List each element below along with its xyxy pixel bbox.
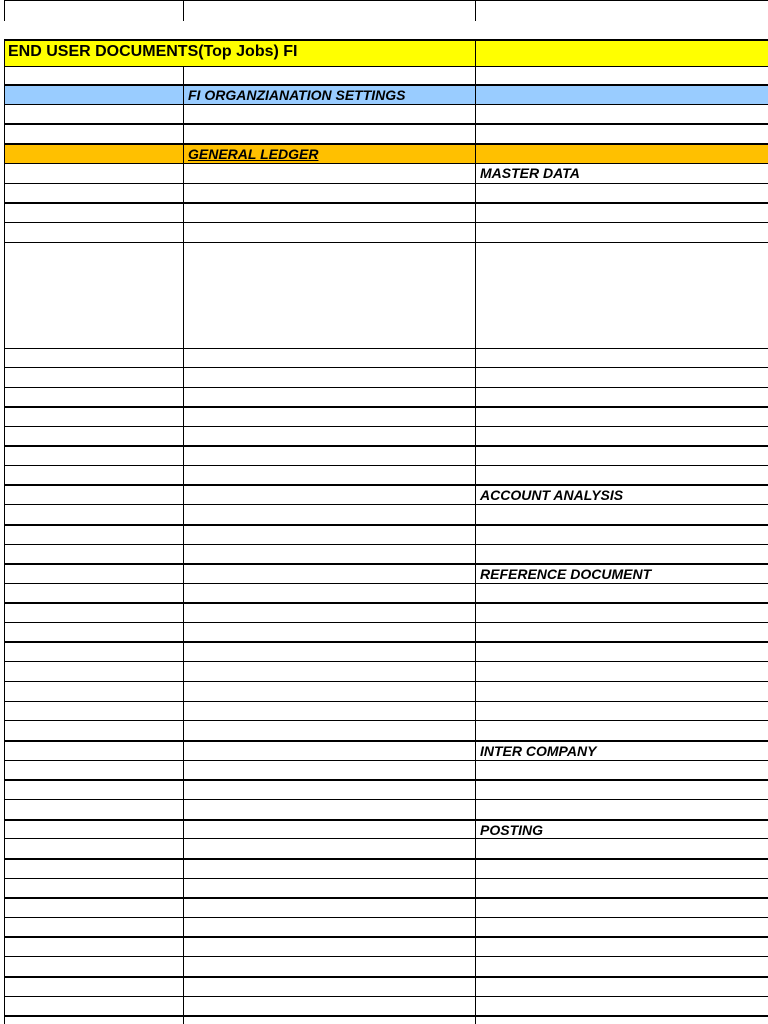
sheet-cell[interactable]: [4, 956, 184, 976]
inter-company-label: INTER COMPANY: [480, 743, 597, 759]
sheet-cell[interactable]: [475, 202, 768, 222]
sheet-cell[interactable]: [4, 661, 184, 681]
sheet-cell[interactable]: [475, 367, 768, 387]
sheet-cell[interactable]: [475, 622, 768, 642]
sheet-cell[interactable]: [475, 779, 768, 799]
sheet-cell[interactable]: [4, 641, 184, 661]
sheet-cell[interactable]: [475, 897, 768, 917]
sheet-cell[interactable]: [183, 760, 476, 780]
sheet-cell[interactable]: [183, 524, 476, 544]
sheet-row: [0, 104, 768, 124]
sheet-cell[interactable]: [475, 348, 768, 368]
sheet-cell[interactable]: [4, 104, 184, 124]
sheet-cell[interactable]: [475, 641, 768, 661]
sheet-cell[interactable]: [183, 779, 476, 799]
sheet-cell[interactable]: [475, 838, 768, 858]
sheet-cell[interactable]: [4, 544, 184, 564]
sheet-cell[interactable]: [475, 524, 768, 544]
sheet-cell[interactable]: [4, 1015, 184, 1024]
sheet-cell[interactable]: [475, 504, 768, 524]
sheet-cell[interactable]: [475, 917, 768, 937]
sheet-cell[interactable]: [4, 348, 184, 368]
sheet-cell[interactable]: [183, 426, 476, 446]
sheet-row: [0, 387, 768, 407]
posting-cell[interactable]: [475, 819, 768, 839]
sheet-cell[interactable]: [183, 563, 476, 583]
sheet-cell[interactable]: [4, 504, 184, 524]
sheet-row: [0, 897, 768, 917]
sheet-cell[interactable]: [475, 544, 768, 564]
sheet-cell[interactable]: [183, 897, 476, 917]
sheet-cell[interactable]: [4, 123, 184, 143]
sheet-row: [0, 583, 768, 603]
sheet-cell[interactable]: [4, 66, 184, 84]
account-analysis-label: ACCOUNT ANALYSIS: [480, 487, 624, 503]
inter-company-cell[interactable]: [475, 740, 768, 760]
sheet-row: [0, 504, 768, 524]
sheet-cell[interactable]: [183, 838, 476, 858]
sheet-cell[interactable]: [183, 917, 476, 937]
sheet-cell[interactable]: [475, 143, 768, 163]
sheet-cell[interactable]: [4, 143, 184, 163]
reference-document-cell[interactable]: [475, 563, 768, 583]
sheet-row: [0, 701, 768, 721]
sheet-row: [0, 976, 768, 996]
title-row: [0, 39, 768, 66]
sheet-cell[interactable]: [4, 222, 184, 242]
org-settings-cell[interactable]: [183, 84, 476, 104]
sheet-cell[interactable]: [475, 39, 768, 66]
general-ledger-row: [0, 143, 768, 163]
sheet-cell[interactable]: [4, 622, 184, 642]
sheet-cell[interactable]: [4, 602, 184, 622]
sheet-cell[interactable]: [183, 484, 476, 504]
sheet-cell[interactable]: [4, 917, 184, 937]
sheet-cell[interactable]: [475, 681, 768, 701]
sheet-row: [0, 917, 768, 937]
sheet-row: [0, 641, 768, 661]
sheet-row: [0, 348, 768, 368]
sheet-row: [0, 367, 768, 387]
sheet-cell[interactable]: [4, 406, 184, 426]
org-settings-row: [0, 84, 768, 104]
sheet-row: [0, 819, 768, 839]
sheet-cell[interactable]: [4, 465, 184, 485]
sheet-row: [0, 956, 768, 976]
sheet-cell[interactable]: [183, 681, 476, 701]
posting-label: POSTING: [480, 822, 544, 838]
sheet-cell[interactable]: [183, 387, 476, 407]
sheet-row: [0, 242, 768, 348]
sheet-cell[interactable]: [4, 838, 184, 858]
sheet-cell[interactable]: [183, 641, 476, 661]
sheet-row: [0, 740, 768, 760]
sheet-cell[interactable]: [183, 406, 476, 426]
master-data-label: MASTER DATA: [480, 165, 580, 181]
sheet-cell[interactable]: [475, 956, 768, 976]
org-settings-label: FI ORGANZIANATION SETTINGS: [188, 87, 406, 103]
sheet-row: [0, 66, 768, 84]
title-cell[interactable]: [4, 39, 476, 66]
sheet-cell[interactable]: [4, 183, 184, 203]
sheet-cell[interactable]: [4, 202, 184, 222]
sheet-cell[interactable]: [4, 760, 184, 780]
sheet-cell[interactable]: [183, 602, 476, 622]
sheet-cell[interactable]: [4, 484, 184, 504]
sheet-cell[interactable]: [475, 878, 768, 898]
sheet-cell[interactable]: [475, 66, 768, 84]
sheet-cell[interactable]: [4, 445, 184, 465]
sheet-row: [0, 936, 768, 956]
sheet-cell[interactable]: [183, 701, 476, 721]
sheet-cell[interactable]: [4, 367, 184, 387]
sheet-row: [0, 622, 768, 642]
sheet-cell[interactable]: [183, 465, 476, 485]
sheet-cell[interactable]: [475, 387, 768, 407]
sheet-cell[interactable]: [183, 740, 476, 760]
sheet-cell[interactable]: [183, 720, 476, 740]
sheet-cell[interactable]: [4, 740, 184, 760]
sheet-cell[interactable]: [475, 858, 768, 878]
sheet-cell[interactable]: [475, 123, 768, 143]
sheet-row: [0, 681, 768, 701]
sheet-cell[interactable]: [4, 0, 184, 21]
sheet-cell[interactable]: [4, 583, 184, 603]
general-ledger-cell[interactable]: [183, 143, 476, 163]
sheet-cell[interactable]: [4, 858, 184, 878]
sheet-cell[interactable]: [183, 104, 476, 124]
sheet-row: [0, 878, 768, 898]
sheet-cell[interactable]: [4, 701, 184, 721]
sheet-row: [0, 524, 768, 544]
sheet-row: [0, 484, 768, 504]
sheet-cell[interactable]: [475, 799, 768, 819]
sheet-row: [0, 858, 768, 878]
sheet-row: [0, 183, 768, 203]
sheet-row: [0, 602, 768, 622]
sheet-cell[interactable]: [475, 936, 768, 956]
sheet-cell[interactable]: [183, 878, 476, 898]
sheet-row: [0, 996, 768, 1016]
sheet-row: [0, 406, 768, 426]
sheet-row: [0, 426, 768, 446]
sheet-row: [0, 838, 768, 858]
sheet-cell[interactable]: [183, 622, 476, 642]
sheet-cell[interactable]: [475, 661, 768, 681]
sheet-cell[interactable]: [475, 183, 768, 203]
sheet-cell[interactable]: [183, 504, 476, 524]
sheet-cell[interactable]: [475, 406, 768, 426]
sheet-cell[interactable]: [475, 104, 768, 124]
sheet-cell[interactable]: [183, 956, 476, 976]
sheet-cell[interactable]: [475, 242, 768, 348]
sheet-row: [0, 799, 768, 819]
sheet-cell[interactable]: [183, 799, 476, 819]
sheet-cell[interactable]: [4, 878, 184, 898]
sheet-cell[interactable]: [183, 367, 476, 387]
sheet-cell[interactable]: [475, 976, 768, 996]
sheet-cell[interactable]: [4, 779, 184, 799]
sheet-cell[interactable]: [4, 524, 184, 544]
reference-document-label: REFERENCE DOCUMENT: [480, 566, 652, 582]
sheet-row: [0, 544, 768, 564]
sheet-row: [0, 0, 768, 21]
sheet-cell[interactable]: [4, 799, 184, 819]
sheet-cell[interactable]: [183, 583, 476, 603]
sheet-row: [0, 163, 768, 183]
sheet-cell[interactable]: [183, 544, 476, 564]
sheet-row: [0, 222, 768, 242]
sheet-cell[interactable]: [4, 84, 184, 104]
sheet-cell[interactable]: [475, 445, 768, 465]
sheet-cell[interactable]: [183, 976, 476, 996]
sheet-row: [0, 779, 768, 799]
sheet-cell[interactable]: [475, 84, 768, 104]
sheet-row: [0, 661, 768, 681]
sheet-cell[interactable]: [4, 242, 184, 348]
sheet-cell[interactable]: [183, 163, 476, 183]
sheet-cell[interactable]: [475, 426, 768, 446]
sheet-cell[interactable]: [183, 0, 476, 21]
general-ledger-label: GENERAL LEDGER: [188, 146, 319, 162]
document-title: END USER DOCUMENTS(Top Jobs) FI: [8, 43, 298, 60]
sheet-cell[interactable]: [183, 222, 476, 242]
sheet-cell[interactable]: [4, 936, 184, 956]
sheet-cell[interactable]: [183, 242, 476, 348]
sheet-cell[interactable]: [4, 563, 184, 583]
sheet-row: [0, 123, 768, 143]
sheet-row: [0, 1015, 768, 1024]
sheet-row: [0, 445, 768, 465]
sheet-cell[interactable]: [475, 720, 768, 740]
sheet-cell[interactable]: [183, 1015, 476, 1024]
master-data-cell[interactable]: [475, 163, 768, 183]
sheet-cell[interactable]: [475, 760, 768, 780]
sheet-cell[interactable]: [4, 720, 184, 740]
sheet-cell[interactable]: [475, 1015, 768, 1024]
sheet-cell[interactable]: [183, 202, 476, 222]
sheet-cell[interactable]: [183, 936, 476, 956]
sheet-cell[interactable]: [183, 858, 476, 878]
sheet-cell[interactable]: [475, 583, 768, 603]
sheet-cell[interactable]: [4, 976, 184, 996]
sheet-cell[interactable]: [183, 819, 476, 839]
sheet-cell[interactable]: [4, 897, 184, 917]
sheet-cell[interactable]: [183, 66, 476, 84]
sheet-cell[interactable]: [475, 0, 768, 21]
sheet-cell[interactable]: [183, 445, 476, 465]
sheet-cell[interactable]: [4, 819, 184, 839]
sheet-cell[interactable]: [183, 996, 476, 1016]
sheet-cell[interactable]: [183, 661, 476, 681]
sheet-cell[interactable]: [4, 681, 184, 701]
sheet-row: [0, 563, 768, 583]
sheet-row: [0, 720, 768, 740]
sheet-cell[interactable]: [4, 163, 184, 183]
sheet-cell[interactable]: [183, 348, 476, 368]
sheet-cell[interactable]: [183, 183, 476, 203]
account-analysis-cell[interactable]: [475, 484, 768, 504]
sheet-cell[interactable]: [475, 701, 768, 721]
sheet-cell[interactable]: [475, 222, 768, 242]
sheet-cell[interactable]: [4, 387, 184, 407]
sheet-cell[interactable]: [183, 123, 476, 143]
sheet-cell[interactable]: [475, 465, 768, 485]
sheet-cell[interactable]: [475, 996, 768, 1016]
sheet-cell[interactable]: [475, 602, 768, 622]
sheet-row: [0, 202, 768, 222]
sheet-cell[interactable]: [4, 996, 184, 1016]
sheet-cell[interactable]: [4, 426, 184, 446]
sheet-row: [0, 760, 768, 780]
sheet-row: [0, 465, 768, 485]
